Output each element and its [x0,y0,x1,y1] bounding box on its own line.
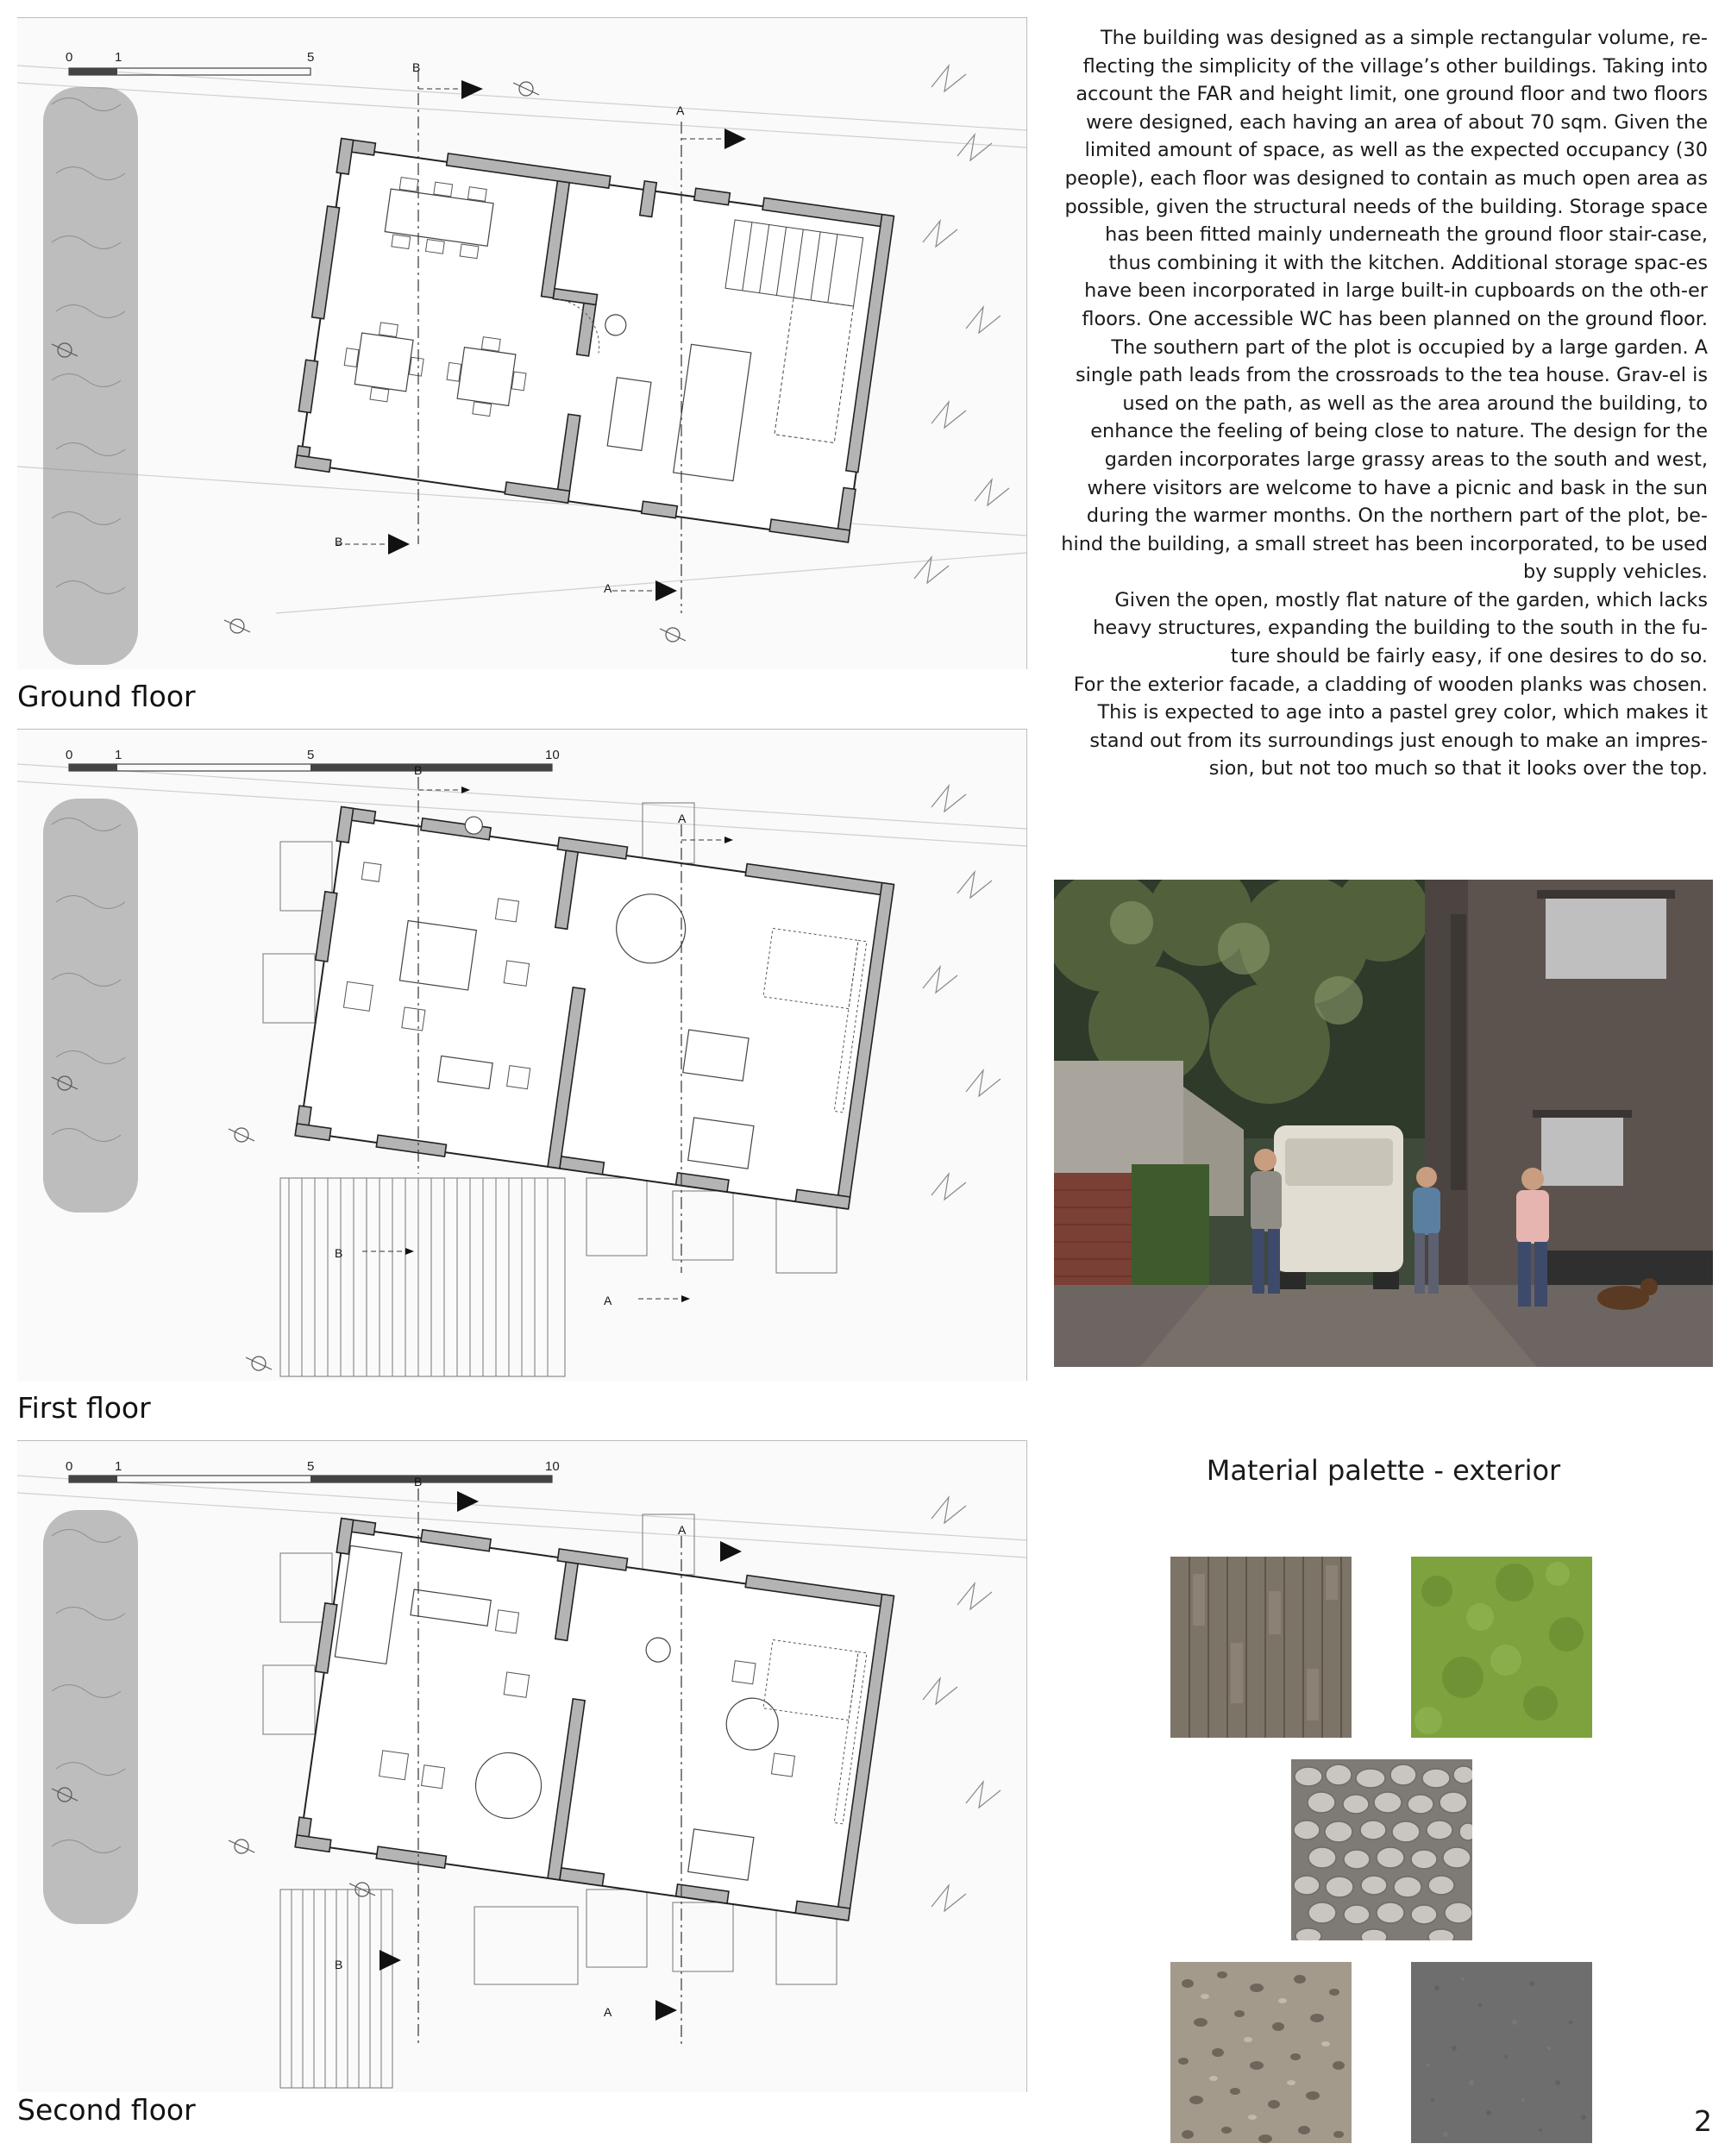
section-label-b-bottom: B [335,1958,343,1971]
scale-bar [66,748,560,771]
description-paragraph-3: Given the open, mostly flat nature of the garden, which lacks heavy structures, expanding the building to the south in the fu-ture should be fairly easy, if one desires to do so. [1093,588,1708,668]
section-label-b-bottom: B [335,535,343,548]
section-label-a-top: A [678,1523,687,1537]
section-label-a-top: A [678,812,687,825]
first-floor-caption: First floor [17,1391,151,1425]
description-paragraph-1: The building was designed as a simple rectangular volume, re-flecting the simplicity of the village’s other buildings. Taking into account the FAR and height limit, one ground floor and two floors were designed, each having an area of about 70 sqm. Given the limited amount of space, as well as the expected occupancy (30 people), each floor was designed to contain as much open area as possible, given the structural needs of the building. Storage space has been fitted mainly underneath the ground floor stair-case, thus combining it with the kitchen. Additional storage spac-es have been incorporated in large built-in cupboards on the oth-er floors. One accessible WC has been planned on the ground floor. [1064,27,1708,330]
section-label-a-bottom: A [604,581,612,595]
section-label-b-bottom: B [335,1246,343,1260]
first-floor-plan [17,729,1027,1381]
section-label-b-top: B [414,1475,423,1489]
scale-bar [66,50,314,75]
ground-floor-drawing [17,18,1026,669]
scale-label-0: 0 [66,50,73,65]
scale-label-5: 5 [307,1459,315,1474]
pebble-concrete-swatch [1170,1962,1352,2143]
scale-label-1: 1 [115,748,122,762]
scale-label-10: 10 [545,748,560,762]
scale-label-5: 5 [307,50,315,65]
second-floor-plan [17,1440,1027,2092]
scale-bar [66,1459,560,1482]
description-paragraph-4: For the exterior facade, a cladding of wooden planks was chosen. This is expected to age into a pastel grey color, which makes it stand out from its surroundings just enough to make an impres-sion, but not too much so that it looks over the top. [1073,673,1708,780]
section-label-a-top: A [676,103,685,117]
section-label-b-top: B [414,763,423,777]
building-second [291,1518,894,1925]
section-label-b-top: B [412,60,421,74]
scale-label-1: 1 [115,50,122,65]
grass-swatch [1411,1557,1592,1738]
street-render-image [1054,880,1713,1367]
scale-label-10: 10 [545,1459,560,1474]
scale-label-0: 0 [66,1459,73,1474]
ground-floor-plan [17,17,1027,669]
scale-label-1: 1 [115,1459,122,1474]
page-number: 2 [1694,2104,1712,2138]
section-label-a-bottom: A [604,2005,612,2019]
project-description [1059,24,1708,783]
wood-planks-swatch [1170,1557,1352,1738]
scale-label-0: 0 [66,748,73,762]
scale-label-5: 5 [307,748,315,762]
section-label-a-bottom: A [604,1294,612,1307]
render-swatch [1411,1962,1592,2143]
second-floor-drawing [17,1441,1026,2092]
first-floor-drawing [17,730,1026,1381]
building-first [291,798,895,1213]
description-paragraph-2: The southern part of the plot is occupied by a large garden. A single path leads from the crossroads to the tea house. Grav-el is used on the path, as well as the area around the building, to enhance the feeling of being close to nature. The design for the garden incorporates large grassy areas to the south and west, where visitors are welcome to have a picnic and bask in the sun during the warmer months. On the northern part of the plot, be-hind the building, a small street has been incorporated, to be used by supply vehicles. [1061,335,1708,584]
material-palette-title: Material palette - exterior [1206,1454,1561,1487]
gravel-swatch [1291,1759,1472,1940]
second-floor-caption: Second floor [17,2093,196,2127]
ground-floor-caption: Ground floor [17,680,196,713]
building-ground [291,138,894,545]
